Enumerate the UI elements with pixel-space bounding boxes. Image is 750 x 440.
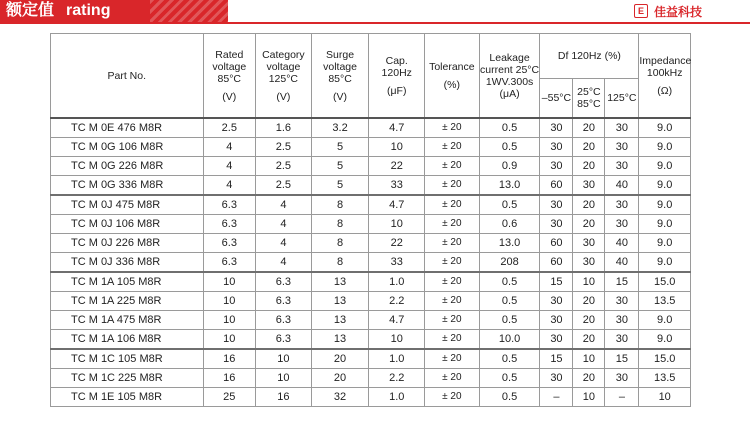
cell-df-m55: 60 [540, 234, 573, 253]
cell-df-m55: 30 [540, 369, 573, 388]
cell-df-m55: 15 [540, 272, 573, 292]
cell-df-m55: – [540, 388, 573, 407]
cell-surge-voltage: 5 [311, 157, 369, 176]
cell-part-no: TC M 1A 105 M8R [51, 272, 204, 292]
banner-stripes [150, 0, 228, 22]
cell-category-voltage: 6.3 [256, 311, 312, 330]
cell-rated-voltage: 16 [203, 369, 256, 388]
cell-df-25: 20 [573, 330, 605, 350]
cell-df-m55: 30 [540, 195, 573, 215]
table-row [51, 272, 691, 292]
cell-df-125: 30 [605, 369, 639, 388]
cell-tolerance: ± 20 [425, 195, 480, 215]
cell-part-no: TC M 1C 105 M8R [51, 349, 204, 369]
cell-df-125: 30 [605, 157, 639, 176]
cell-rated-voltage: 10 [203, 272, 256, 292]
header-category-voltage [256, 34, 312, 119]
cell-category-voltage: 4 [256, 215, 312, 234]
cell-df-25: 10 [573, 388, 605, 407]
cell-df-125: 15 [605, 349, 639, 369]
header-category-voltage-unit: (V) [276, 90, 291, 103]
brand-name: 佳益科技 [653, 4, 702, 19]
cell-tolerance: ± 20 [425, 234, 480, 253]
cell-df-m55: 60 [540, 176, 573, 196]
cell-category-voltage: 2.5 [256, 176, 312, 196]
cell-impedance: 9.0 [639, 234, 691, 253]
brand-logo-icon: E [634, 4, 648, 18]
cell-part-no: TC M 0J 475 M8R [51, 195, 204, 215]
cell-surge-voltage: 13 [311, 311, 369, 330]
cell-part-no: TC M 0E 476 M8R [51, 118, 204, 138]
header-banner [0, 0, 750, 24]
cell-leakage: 0.5 [479, 118, 540, 138]
cell-surge-voltage: 8 [311, 215, 369, 234]
cell-tolerance: ± 20 [425, 118, 480, 138]
cell-df-125: 30 [605, 118, 639, 138]
header-impedance-label: Impedance 100kHz [639, 54, 692, 79]
cell-rated-voltage: 6.3 [203, 215, 256, 234]
cell-leakage: 0.5 [479, 369, 540, 388]
cell-cap: 22 [369, 157, 425, 176]
cell-impedance: 9.0 [639, 330, 691, 350]
cell-surge-voltage: 13 [311, 292, 369, 311]
cell-part-no: TC M 0G 336 M8R [51, 176, 204, 196]
header-surge-voltage [311, 34, 369, 119]
cell-df-25: 30 [573, 253, 605, 273]
cell-surge-voltage: 13 [311, 272, 369, 292]
cell-category-voltage: 2.5 [256, 138, 312, 157]
cell-impedance: 9.0 [639, 195, 691, 215]
header-leakage-unit: (μA) [499, 87, 520, 100]
cell-df-25: 20 [573, 138, 605, 157]
cell-df-125: 30 [605, 215, 639, 234]
cell-df-25: 20 [573, 369, 605, 388]
cell-category-voltage: 6.3 [256, 292, 312, 311]
cell-df-m55: 30 [540, 138, 573, 157]
cell-surge-voltage: 20 [311, 349, 369, 369]
cell-category-voltage: 10 [256, 349, 312, 369]
cell-df-125: 30 [605, 330, 639, 350]
cell-cap: 33 [369, 253, 425, 273]
cell-tolerance: ± 20 [425, 272, 480, 292]
cell-leakage: 13.0 [479, 176, 540, 196]
table-row [51, 292, 691, 311]
cell-surge-voltage: 13 [311, 330, 369, 350]
cell-df-25: 10 [573, 349, 605, 369]
table-row [51, 118, 691, 138]
cell-cap: 1.0 [369, 349, 425, 369]
cell-impedance: 9.0 [639, 118, 691, 138]
table-body [51, 118, 691, 407]
table-row [51, 138, 691, 157]
cell-part-no: TC M 1A 225 M8R [51, 292, 204, 311]
cell-impedance: 9.0 [639, 176, 691, 196]
header-df-m55: –55°C [540, 79, 573, 119]
cell-df-m55: 30 [540, 292, 573, 311]
cell-leakage: 10.0 [479, 330, 540, 350]
cell-rated-voltage: 4 [203, 157, 256, 176]
table-row [51, 157, 691, 176]
cell-tolerance: ± 20 [425, 138, 480, 157]
cell-df-125: 40 [605, 234, 639, 253]
cell-part-no: TC M 1E 105 M8R [51, 388, 204, 407]
cell-leakage: 0.5 [479, 388, 540, 407]
table-row [51, 369, 691, 388]
cell-surge-voltage: 8 [311, 253, 369, 273]
cell-df-m55: 30 [540, 118, 573, 138]
cell-cap: 2.2 [369, 292, 425, 311]
cell-category-voltage: 2.5 [256, 157, 312, 176]
table-header-row [51, 34, 691, 79]
table-row [51, 215, 691, 234]
cell-category-voltage: 6.3 [256, 272, 312, 292]
cell-tolerance: ± 20 [425, 349, 480, 369]
cell-category-voltage: 4 [256, 253, 312, 273]
cell-rated-voltage: 6.3 [203, 234, 256, 253]
cell-tolerance: ± 20 [425, 369, 480, 388]
header-part-no: Part No. [51, 34, 204, 119]
cell-tolerance: ± 20 [425, 176, 480, 196]
cell-surge-voltage: 3.2 [311, 118, 369, 138]
cell-df-125: 15 [605, 272, 639, 292]
header-df-25: 25°C 85°C [573, 79, 605, 119]
page-title-en: rating [66, 2, 111, 19]
cell-category-voltage: 16 [256, 388, 312, 407]
cell-cap: 10 [369, 215, 425, 234]
header-rated-voltage-unit: (V) [222, 90, 237, 103]
header-impedance [639, 34, 691, 119]
cell-impedance: 9.0 [639, 253, 691, 273]
header-surge-voltage-label: Surge voltage 85°C [323, 48, 357, 85]
cell-rated-voltage: 4 [203, 138, 256, 157]
cell-df-m55: 15 [540, 349, 573, 369]
cell-leakage: 0.5 [479, 349, 540, 369]
cell-cap: 22 [369, 234, 425, 253]
cell-impedance: 15.0 [639, 349, 691, 369]
cell-surge-voltage: 8 [311, 195, 369, 215]
table-row [51, 176, 691, 196]
cell-impedance: 9.0 [639, 311, 691, 330]
cell-df-25: 20 [573, 157, 605, 176]
cell-leakage: 13.0 [479, 234, 540, 253]
cell-df-125: – [605, 388, 639, 407]
cell-df-25: 30 [573, 176, 605, 196]
banner-underline [0, 22, 750, 24]
header-rated-voltage-label: Rated voltage 85°C [212, 48, 247, 85]
table-row [51, 311, 691, 330]
cell-df-125: 40 [605, 253, 639, 273]
cell-leakage: 0.5 [479, 272, 540, 292]
header-cap-label: Cap. 120Hz [381, 54, 412, 79]
cell-tolerance: ± 20 [425, 311, 480, 330]
cell-df-25: 20 [573, 118, 605, 138]
cell-part-no: TC M 1A 475 M8R [51, 311, 204, 330]
cell-surge-voltage: 32 [311, 388, 369, 407]
table-row [51, 330, 691, 350]
cell-category-voltage: 4 [256, 195, 312, 215]
cell-cap: 1.0 [369, 272, 425, 292]
cell-surge-voltage: 5 [311, 176, 369, 196]
cell-tolerance: ± 20 [425, 292, 480, 311]
rating-table [50, 33, 691, 407]
cell-rated-voltage: 6.3 [203, 195, 256, 215]
cell-tolerance: ± 20 [425, 388, 480, 407]
cell-impedance: 13.5 [639, 292, 691, 311]
header-df: Df 120Hz (%) [540, 34, 639, 79]
cell-df-25: 20 [573, 292, 605, 311]
cell-df-125: 30 [605, 311, 639, 330]
cell-impedance: 10 [639, 388, 691, 407]
cell-df-25: 20 [573, 311, 605, 330]
header-category-voltage-label: Category voltage 125°C [262, 48, 305, 85]
cell-leakage: 0.5 [479, 292, 540, 311]
cell-impedance: 9.0 [639, 215, 691, 234]
cell-rated-voltage: 10 [203, 311, 256, 330]
cell-leakage: 0.9 [479, 157, 540, 176]
cell-df-m55: 30 [540, 330, 573, 350]
cell-impedance: 9.0 [639, 157, 691, 176]
cell-df-25: 30 [573, 234, 605, 253]
table-row [51, 349, 691, 369]
cell-part-no: TC M 1A 106 M8R [51, 330, 204, 350]
cell-rated-voltage: 10 [203, 330, 256, 350]
cell-surge-voltage: 8 [311, 234, 369, 253]
cell-rated-voltage: 6.3 [203, 253, 256, 273]
header-leakage [479, 34, 540, 119]
cell-category-voltage: 1.6 [256, 118, 312, 138]
header-cap [369, 34, 425, 119]
cell-leakage: 0.5 [479, 195, 540, 215]
header-tolerance-unit: (%) [443, 78, 461, 91]
cell-df-m55: 60 [540, 253, 573, 273]
cell-rated-voltage: 4 [203, 176, 256, 196]
cell-df-125: 30 [605, 195, 639, 215]
cell-df-25: 10 [573, 272, 605, 292]
header-leakage-label: Leakage current 25°C 1WV.300s [480, 51, 540, 88]
cell-leakage: 0.5 [479, 311, 540, 330]
cell-cap: 1.0 [369, 388, 425, 407]
cell-df-m55: 30 [540, 311, 573, 330]
cell-part-no: TC M 0J 336 M8R [51, 253, 204, 273]
table-row [51, 388, 691, 407]
cell-impedance: 9.0 [639, 138, 691, 157]
header-cap-unit: (μF) [386, 84, 407, 97]
cell-surge-voltage: 5 [311, 138, 369, 157]
page-title-cn: 额定值 [6, 2, 55, 19]
header-tolerance-label: Tolerance [429, 60, 475, 73]
cell-part-no: TC M 0J 106 M8R [51, 215, 204, 234]
table-row [51, 253, 691, 273]
header-rated-voltage [203, 34, 256, 119]
header-tolerance [425, 34, 480, 119]
cell-rated-voltage: 2.5 [203, 118, 256, 138]
cell-leakage: 0.5 [479, 138, 540, 157]
cell-cap: 2.2 [369, 369, 425, 388]
page-title [6, 1, 110, 21]
cell-df-125: 30 [605, 292, 639, 311]
cell-leakage: 208 [479, 253, 540, 273]
cell-df-25: 20 [573, 215, 605, 234]
cell-rated-voltage: 16 [203, 349, 256, 369]
cell-impedance: 13.5 [639, 369, 691, 388]
cell-df-m55: 30 [540, 215, 573, 234]
brand [634, 2, 702, 20]
cell-df-25: 20 [573, 195, 605, 215]
cell-part-no: TC M 0G 226 M8R [51, 157, 204, 176]
cell-impedance: 15.0 [639, 272, 691, 292]
cell-tolerance: ± 20 [425, 253, 480, 273]
cell-rated-voltage: 10 [203, 292, 256, 311]
cell-df-m55: 30 [540, 157, 573, 176]
cell-category-voltage: 4 [256, 234, 312, 253]
cell-part-no: TC M 0J 226 M8R [51, 234, 204, 253]
header-df-125: 125°C [605, 79, 639, 119]
cell-tolerance: ± 20 [425, 215, 480, 234]
cell-cap: 10 [369, 330, 425, 350]
cell-cap: 10 [369, 138, 425, 157]
cell-surge-voltage: 20 [311, 369, 369, 388]
cell-tolerance: ± 20 [425, 157, 480, 176]
header-impedance-unit: (Ω) [657, 84, 673, 97]
cell-leakage: 0.6 [479, 215, 540, 234]
cell-part-no: TC M 1C 225 M8R [51, 369, 204, 388]
header-surge-voltage-unit: (V) [333, 90, 348, 103]
table-row [51, 195, 691, 215]
cell-category-voltage: 6.3 [256, 330, 312, 350]
cell-cap: 4.7 [369, 311, 425, 330]
cell-tolerance: ± 20 [425, 330, 480, 350]
cell-cap: 4.7 [369, 195, 425, 215]
cell-cap: 4.7 [369, 118, 425, 138]
cell-rated-voltage: 25 [203, 388, 256, 407]
cell-df-125: 30 [605, 138, 639, 157]
banner-title-block [0, 0, 228, 22]
cell-part-no: TC M 0G 106 M8R [51, 138, 204, 157]
cell-category-voltage: 10 [256, 369, 312, 388]
cell-df-125: 40 [605, 176, 639, 196]
cell-cap: 33 [369, 176, 425, 196]
table-row [51, 234, 691, 253]
